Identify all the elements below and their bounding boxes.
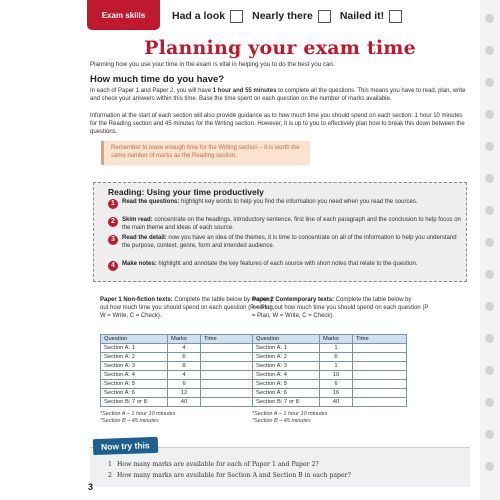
step-number-badge: 2 xyxy=(108,217,118,227)
section-heading: How much time do you have? xyxy=(90,74,225,85)
column-header: Marks xyxy=(320,335,353,344)
time-cell[interactable] xyxy=(201,380,255,389)
time-cell[interactable] xyxy=(201,398,255,407)
question-number: 2 xyxy=(108,472,112,479)
table-row xyxy=(253,398,407,407)
question-cell: Section B: 7 or 8 xyxy=(101,398,168,407)
table-row xyxy=(253,389,407,398)
marks-cell: 4 xyxy=(168,371,201,380)
paper1-footnotes xyxy=(100,411,260,425)
marks-cell: 4 xyxy=(168,344,201,353)
question-text: How many marks are available for each of Paper 1 and Paper 2? xyxy=(117,461,319,468)
binding-hole xyxy=(485,430,494,439)
footnote-line: *Section A – 1 hour 10 minutes xyxy=(252,411,328,417)
column-header: Question xyxy=(253,335,320,344)
tip-callout: Remember to leave enough time for the Writing section – it is worth the same number of marks as the Reading section. xyxy=(101,141,310,165)
column-header: Time xyxy=(201,335,255,344)
page-number: 3 xyxy=(88,482,94,492)
time-cell[interactable] xyxy=(353,362,407,371)
paper-heading: Paper 2 Contemporary texts: xyxy=(252,297,335,303)
para-bold: 1 hour and 55 minutes xyxy=(212,88,277,94)
checkbox[interactable] xyxy=(318,10,331,23)
question-cell: Section B: 7 or 8 xyxy=(253,398,320,407)
para-text: to complete all the questions. This means you have to read, plan, write and check your answers within this time. Base the time spent on each question on the number of marks available. xyxy=(90,88,466,102)
binding-hole xyxy=(485,462,494,471)
question-cell: Section A: 4 xyxy=(253,371,320,380)
marks-cell: 6 xyxy=(168,353,201,362)
table-row xyxy=(253,380,407,389)
paper1-table xyxy=(100,334,255,407)
check-label: Nearly there xyxy=(252,10,313,22)
paper-heading: Paper 1 Non-fiction texts: xyxy=(100,297,173,303)
binding-hole xyxy=(485,334,494,343)
time-cell[interactable] xyxy=(353,371,407,380)
binding-hole xyxy=(485,270,494,279)
binding-hole xyxy=(485,78,494,87)
para-text: In each of Paper 1 and Paper 2, you will have xyxy=(90,88,213,94)
binding-hole xyxy=(485,238,494,247)
step-number-badge: 1 xyxy=(108,199,118,209)
marks-cell: 10 xyxy=(320,371,353,380)
now-try-label: Now try this xyxy=(93,437,158,455)
question-cell: Section A: 4 xyxy=(101,371,168,380)
marks-cell: 40 xyxy=(320,398,353,407)
step-body: highlight key words to help you find the information you need when you read the sources. xyxy=(179,199,418,205)
question-cell: Section A: 3 xyxy=(101,362,168,371)
time-cell[interactable] xyxy=(353,389,407,398)
check-label: Had a look xyxy=(172,10,226,22)
time-cell[interactable] xyxy=(353,353,407,362)
table-header-row xyxy=(253,335,407,344)
table-row xyxy=(253,362,407,371)
time-cell[interactable] xyxy=(353,398,407,407)
footnote-line: *Section A – 1 hour 10 minutes xyxy=(100,411,176,417)
table-row xyxy=(101,353,255,362)
step-bold: Make notes: xyxy=(122,261,157,267)
checkbox[interactable] xyxy=(230,10,243,23)
time-cell[interactable] xyxy=(353,380,407,389)
step-text xyxy=(122,199,462,207)
binding-hole xyxy=(485,142,494,151)
footnote-line: *Section B – 45 minutes xyxy=(100,418,159,424)
binding-hole xyxy=(485,110,494,119)
question-text: How many marks are available for Section A and Section B in each paper? xyxy=(117,472,351,479)
column-header: Question xyxy=(101,335,168,344)
binding-hole xyxy=(485,302,494,311)
check-nailed-it[interactable] xyxy=(340,10,402,23)
question-cell: Section A: 2 xyxy=(253,353,320,362)
checkbox[interactable] xyxy=(389,10,402,23)
section-tab: Exam skills xyxy=(87,0,160,30)
column-header: Marks xyxy=(168,335,201,344)
table-row xyxy=(101,380,255,389)
marks-cell: 40 xyxy=(168,398,201,407)
binding-hole xyxy=(485,366,494,375)
page-title: Planning your exam time xyxy=(144,37,416,59)
paper2-instructions xyxy=(252,297,432,320)
time-cell[interactable] xyxy=(201,362,255,371)
marks-cell: 6 xyxy=(320,353,353,362)
table-row xyxy=(101,398,255,407)
question-cell: Section A: 5 xyxy=(101,380,168,389)
table-row xyxy=(253,344,407,353)
check-nearly-there[interactable] xyxy=(252,10,331,23)
guidance-paragraph: Information at the start of each section will also provide guidance as to how much time you should spend on each section: 1 hour 10 minutes for the Reading section and 45 minutes for the Writing section. However, it is up to you to effectively plan how to break this down between the questions. xyxy=(90,113,465,135)
footnote-line: *Section B – 45 minutes xyxy=(252,418,311,424)
table-row xyxy=(253,371,407,380)
time-paragraph xyxy=(90,88,470,104)
step-body: now you have an idea of the themes, it is time to concentrate on all of the information to help you understand the purpose, context, genre, form and intended audience. xyxy=(122,235,457,249)
question-cell: Section A: 3 xyxy=(253,362,320,371)
binding-hole xyxy=(485,174,494,183)
time-cell[interactable] xyxy=(353,344,407,353)
table-header-row xyxy=(101,335,255,344)
table-row xyxy=(101,371,255,380)
step-text xyxy=(122,261,462,269)
paper-text: Complete the table below by working out how much time you should spend on each question (P = Plan, W = Write, C = Check). xyxy=(252,297,429,319)
marks-cell: 12 xyxy=(168,389,201,398)
step-body: concentrate on the headings, introductory sentence, first line of each paragraph and the conclusion to help focus on the main theme and ideas of each source. xyxy=(122,217,461,231)
time-cell[interactable] xyxy=(201,344,255,353)
step-text xyxy=(122,235,462,251)
table-row xyxy=(253,353,407,362)
step-number-badge: 4 xyxy=(108,261,118,271)
table-row xyxy=(101,389,255,398)
table-row xyxy=(101,344,255,353)
marks-cell: 16 xyxy=(320,389,353,398)
marks-cell: 1 xyxy=(320,344,353,353)
question-1 xyxy=(108,461,319,468)
marks-cell: 6 xyxy=(320,380,353,389)
step-bold: Read the questions: xyxy=(122,199,180,205)
paper2-table xyxy=(252,334,407,407)
binding-hole xyxy=(485,14,494,23)
table-row xyxy=(101,362,255,371)
marks-cell: 8 xyxy=(168,362,201,371)
paper-text: Complete the table below by working out how much time you should spend on each question (P = Plan, W = Write, C = Check). xyxy=(100,297,275,319)
time-cell[interactable] xyxy=(201,371,255,380)
binding-hole xyxy=(485,206,494,215)
binding-margin xyxy=(480,0,500,500)
column-header: Time xyxy=(353,335,407,344)
time-cell[interactable] xyxy=(201,353,255,362)
binding-hole xyxy=(485,398,494,407)
time-cell[interactable] xyxy=(201,389,255,398)
question-cell: Section A: 6 xyxy=(253,389,320,398)
step-bold: Read the detail: xyxy=(122,235,167,241)
step-number-badge: 3 xyxy=(108,235,118,245)
question-cell: Section A: 2 xyxy=(101,353,168,362)
reading-title: Reading: Using your time productively xyxy=(108,187,264,197)
paper2-footnotes xyxy=(252,411,412,425)
intro-text: Planning how you use your time in the exam is vital in helping you to do the best you can. xyxy=(90,61,335,68)
question-cell: Section A: 5 xyxy=(253,380,320,389)
check-label: Nailed it! xyxy=(339,10,385,22)
check-had-a-look[interactable] xyxy=(172,10,243,23)
question-cell: Section A: 6 xyxy=(101,389,168,398)
binding-hole xyxy=(485,46,494,55)
question-2 xyxy=(108,472,351,479)
step-body: highlight and annotate the key features of each source with short notes that relate to the question. xyxy=(156,261,418,267)
marks-cell: 6 xyxy=(168,380,201,389)
step-bold: Skim read: xyxy=(122,217,153,223)
progress-checkboxes xyxy=(172,8,411,24)
question-cell: Section A: 1 xyxy=(253,344,320,353)
question-cell: Section A: 1 xyxy=(101,344,168,353)
step-text xyxy=(122,217,462,233)
question-number: 1 xyxy=(108,461,112,468)
marks-cell: 1 xyxy=(320,362,353,371)
